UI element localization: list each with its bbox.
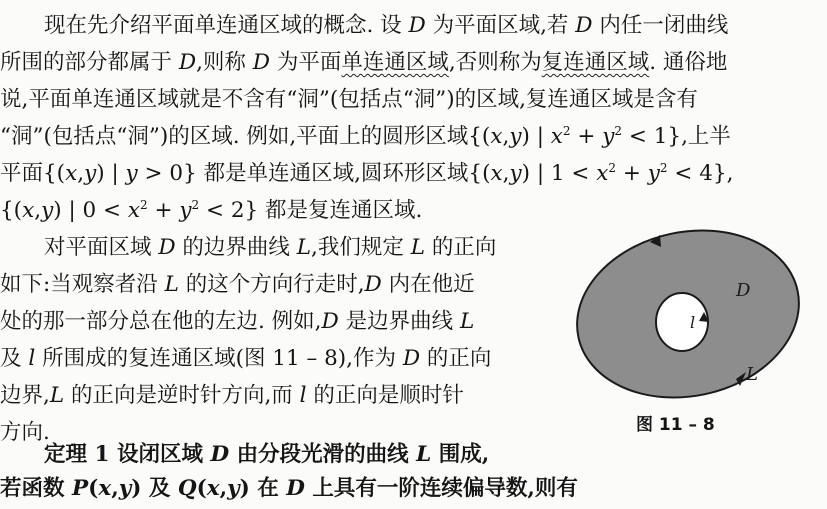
theorem-line2: 若函数 P(x,y) 及 Q(x,y) 在 D 上具有一阶连续偏导数,则有: [0, 476, 578, 501]
p2-line4: 及 l 所围成的复连通区域(图 11 – 8),作为 D 的正向: [0, 346, 492, 371]
p1-line3: 说,平面单连通区域就是不含有“洞”(包括点“洞”)的区域,复连通区域是含有: [0, 87, 698, 112]
figure-caption: 图 11 – 8: [636, 415, 715, 435]
p2-line5: 边界,L 的正向是逆时针方向,而 l 的正向是顺时针: [0, 383, 464, 408]
theorem-line1: 定理 1 设闭区域 D 由分段光滑的曲线 L 围成,: [44, 442, 490, 467]
term-simply-connected: 单连通区域: [341, 50, 449, 75]
hole-boundary-l: [656, 293, 708, 351]
label-l-big: L: [746, 364, 758, 385]
theorem-label: 定理 1: [44, 442, 110, 467]
p2-line3: 处的那一部分总在他的左边. 例如,D 是边界曲线 L: [0, 309, 475, 334]
figure-11-8: [568, 226, 808, 406]
p1-line1: 现在先介绍平面单连通区域的概念. 设 D 为平面区域,若 D 内任一闭曲线: [44, 13, 729, 38]
label-d: D: [736, 280, 751, 301]
p1-line2: 所围的部分都属于 D,则称 D 为平面单连通区域,否则称为复连通区域. 通俗地: [0, 50, 728, 75]
p2-line6: 方向.: [0, 420, 50, 445]
term-multiply-connected: 复连通区域: [541, 50, 650, 75]
p1-line6: {(x,y) | $0 < x^2 + y^2 < 2$} 都是复连通区域.: [0, 198, 423, 223]
p1-line4: “洞”(包括点“洞”)的区域. 例如,平面上的圆形区域{(x,y) | $x^2 + y^2 < 1$},上半: [0, 124, 731, 149]
p2-line1: 对平面区域 D 的边界曲线 L,我们规定 L 的正向: [44, 235, 497, 260]
p2-line2: 如下:当观察者沿 L 的这个方向行走时,D 内在他近: [0, 272, 475, 297]
label-l-small: l: [690, 313, 696, 332]
p1-line5: 平面{(x,y) | y > 0} 都是单连通区域,圆环形区域{(x,y) | $1 < x^2 + y^2 < 4$},: [0, 161, 734, 186]
